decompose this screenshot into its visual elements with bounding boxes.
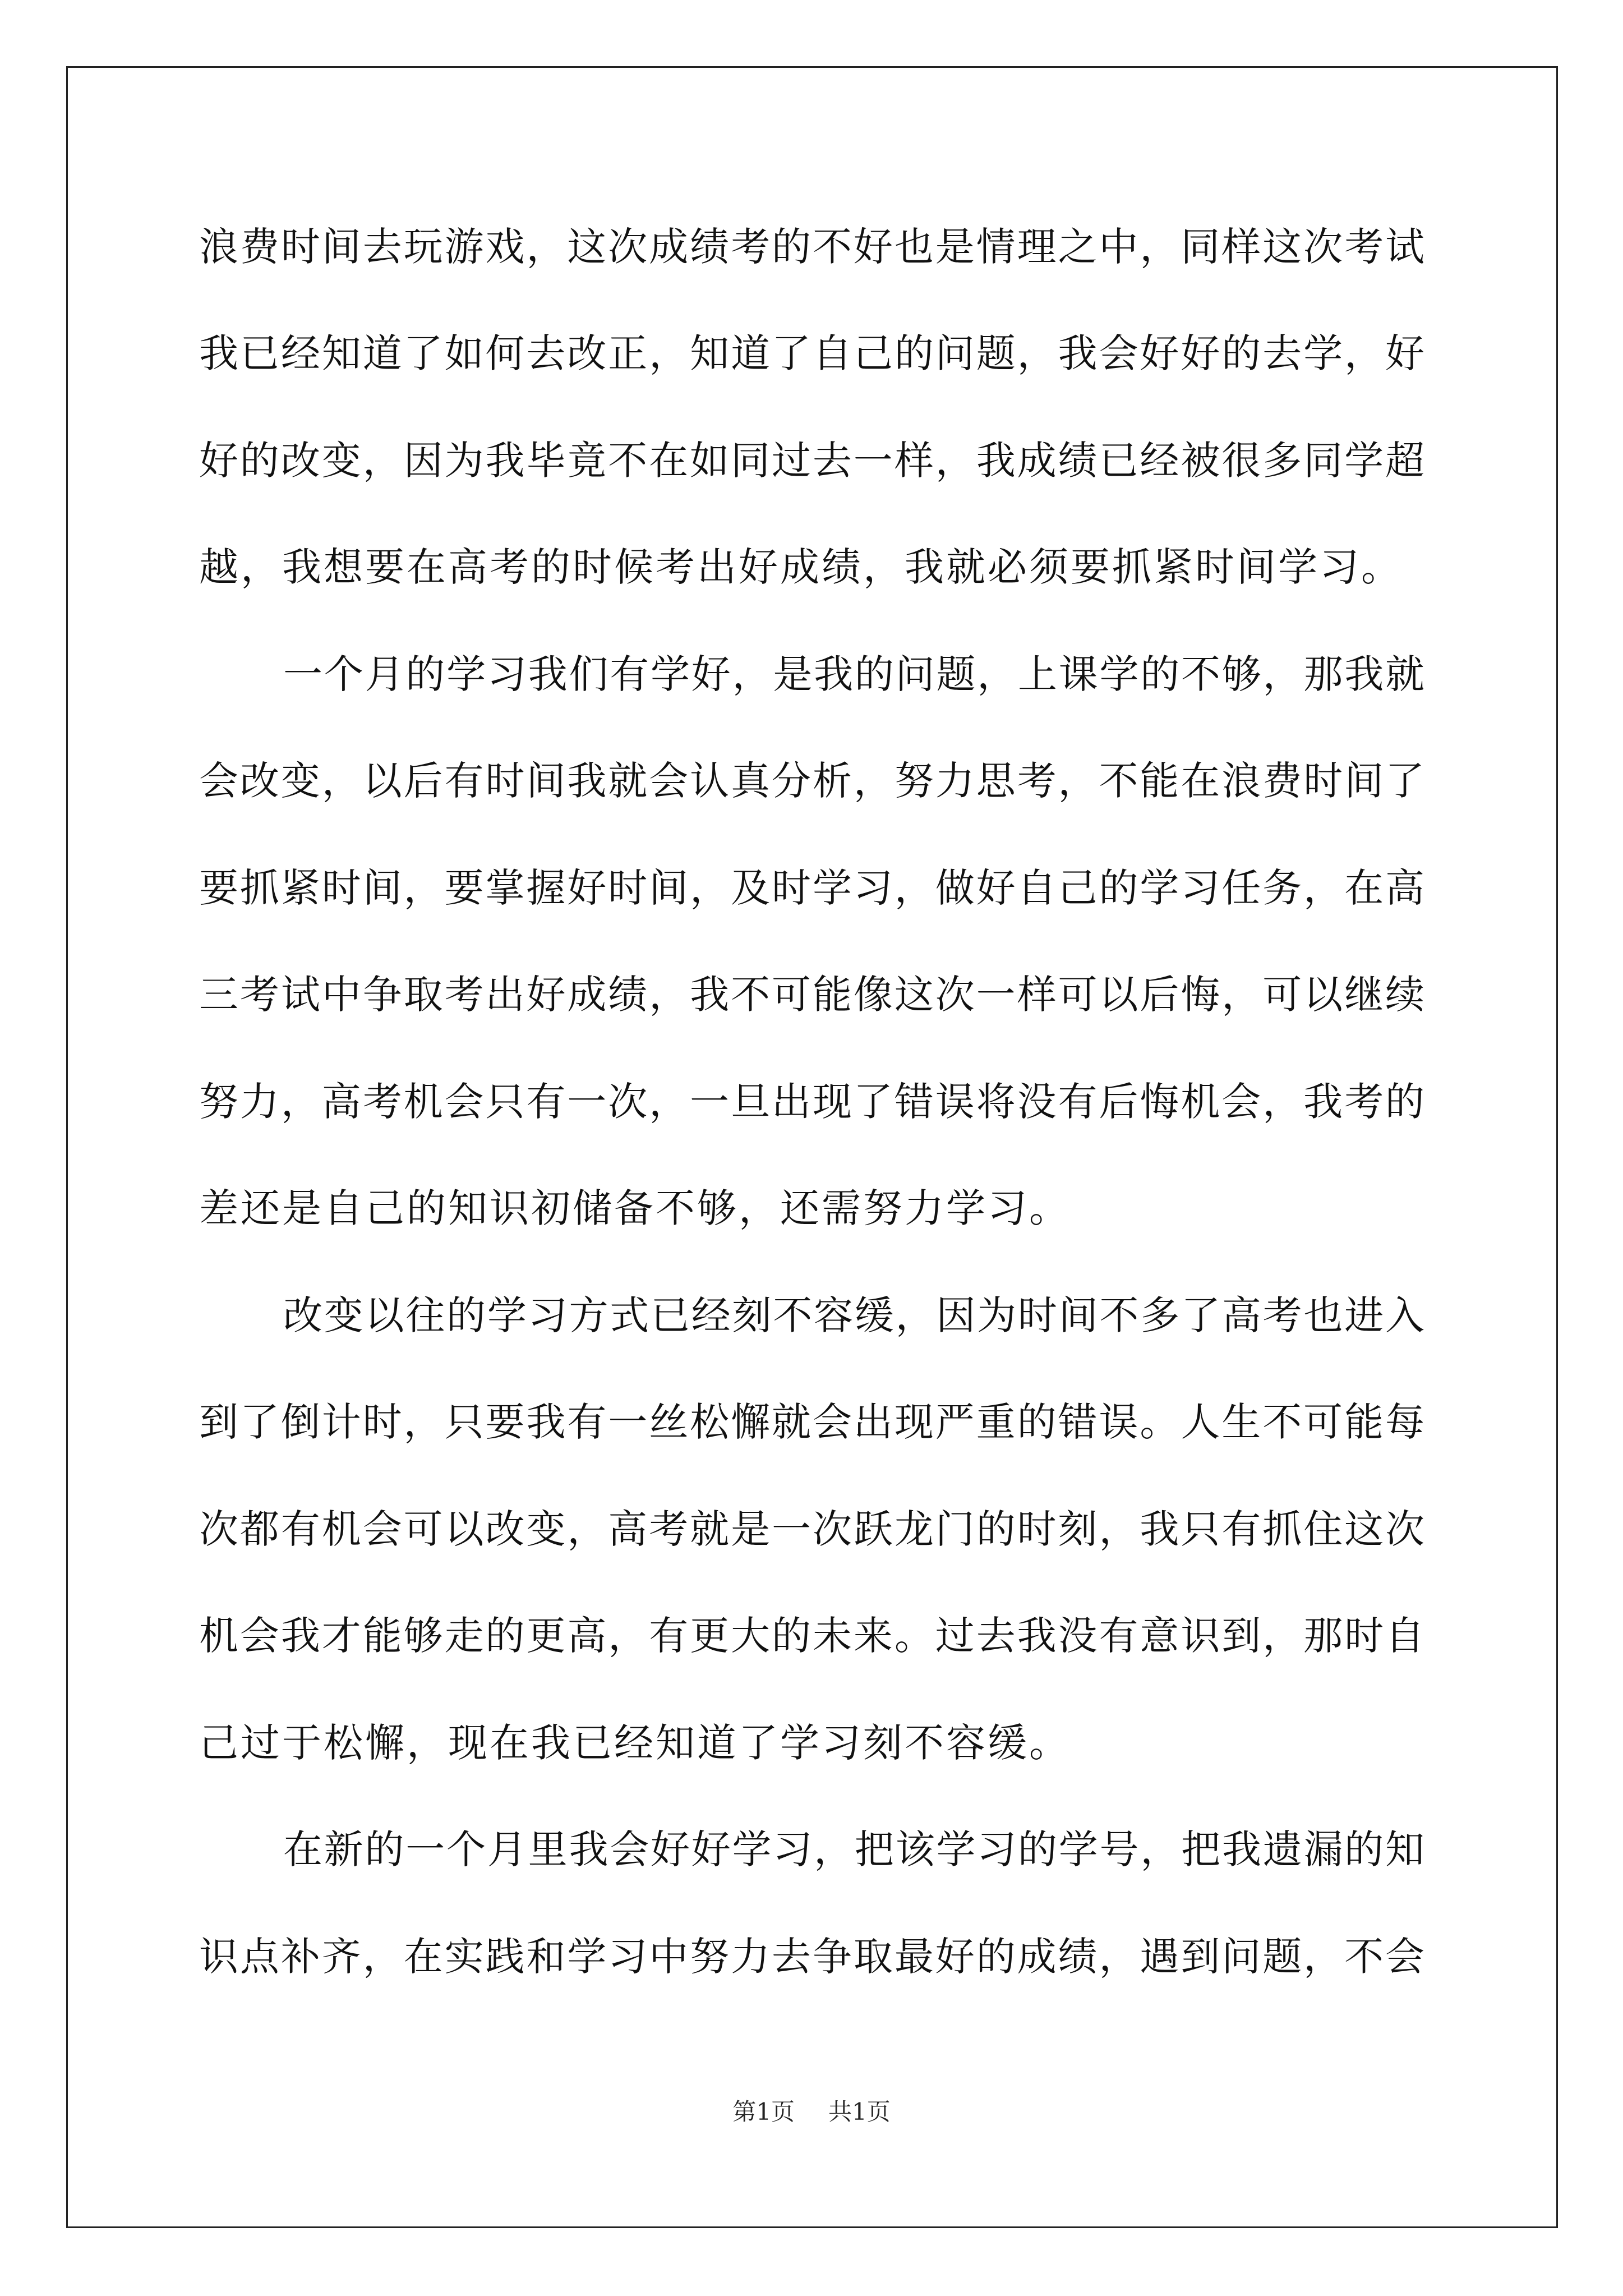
text-line: 越，我想要在高考的时候考出好成绩，我就必须要抓紧时间学习。 <box>199 544 1403 590</box>
text-line: 次都有机会可以改变，高考就是一次跃龙门的时刻，我只有抓住这次 <box>199 1506 1424 1552</box>
paragraph-first-line: 改变以往的学习方式已经刻不容缓，因为时间不多了高考也进入 <box>283 1292 1424 1338</box>
text-line: 机会我才能够走的更高，有更大的未来。过去我没有意识到，那时自 <box>199 1613 1424 1659</box>
text-line: 己过于松懈，现在我已经知道了学习刻不容缓。 <box>199 1720 1071 1766</box>
text-line: 识点补齐，在实践和学习中努力去争取最好的成绩，遇到问题，不会 <box>199 1934 1424 1980</box>
text-line: 浪费时间去玩游戏，这次成绩考的不好也是情理之中，同样这次考试 <box>199 224 1424 270</box>
text-line: 努力，高考机会只有一次，一旦出现了错误将没有后悔机会，我考的 <box>199 1079 1424 1125</box>
text-line: 会改变，以后有时间我就会认真分析，努力思考，不能在浪费时间了 <box>199 758 1424 804</box>
text-line: 好的改变，因为我毕竟不在如同过去一样，我成绩已经被很多同学超 <box>199 438 1424 484</box>
text-line: 差还是自己的知识初储备不够，还需努力学习。 <box>199 1185 1071 1231</box>
text-line: 三考试中争取考出好成绩，我不可能像这次一样可以后悔，可以继续 <box>199 972 1424 1018</box>
paragraph-first-line: 一个月的学习我们有学好，是我的问题，上课学的不够，那我就 <box>283 651 1424 697</box>
text-line: 要抓紧时间，要掌握好时间，及时学习，做好自己的学习任务，在高 <box>199 865 1424 911</box>
text-line: 我已经知道了如何去改正，知道了自己的问题，我会好好的去学，好 <box>199 330 1424 376</box>
paragraph-first-line: 在新的一个月里我会好好学习，把该学习的学号，把我遗漏的知 <box>283 1826 1424 1872</box>
page-footer <box>0 2095 1623 2129</box>
text-line: 到了倒计时，只要我有一丝松懈就会出现严重的错误。人生不可能每 <box>199 1399 1424 1445</box>
page-border <box>66 66 1558 2228</box>
page-total: 共1页 <box>828 2098 891 2125</box>
page-number: 第1页 <box>732 2098 795 2125</box>
